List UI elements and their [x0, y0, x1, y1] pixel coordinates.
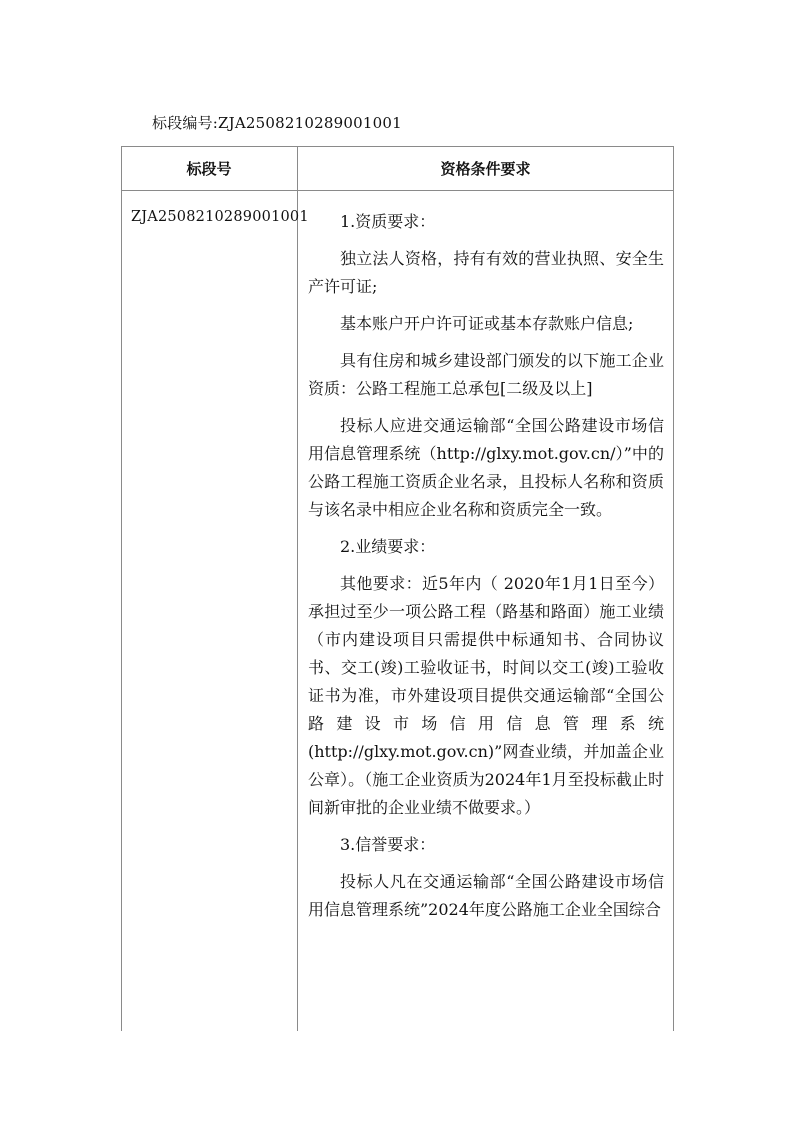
req-paragraph: 具有住房和城乡建设部门颁发的以下施工企业资质：公路工程施工总承包[二级及以上] [308, 351, 664, 398]
table-column-divider [297, 146, 298, 1031]
req-paragraph: 其他要求：近5年内（ 2020年1月1日至今）承担过至少一项公路工程（路基和路面）施工业绩（市内建设项目只需提供中标通知书、合同协议书、交工(竣)工验收证书，时间以交工(竣)工验收证书为准，市外建设项目提供交通运输部“全国公路建设市场信用信息管理系统(http://glxy.mot.gov.cn)”网查业绩，并加盖企业公章）。（施工企业资质为2024年1月至投标截止时间新审批的企业业绩不做要求。） [308, 574, 664, 817]
req-paragraph: 基本账户开户许可证或基本存款账户信息; [340, 314, 634, 333]
section-number-label: 标段编号:ZJA2508210289001001 [152, 114, 402, 132]
req-paragraph: 3.信誉要求： [340, 835, 436, 854]
table-header-divider [121, 190, 674, 191]
req-paragraph: 1.资质要求： [340, 212, 436, 231]
req-paragraph: 投标人应进交通运输部“全国公路建设市场信用信息管理系统（http://glxy.mot.gov.cn/）”中的公路工程施工资质企业名录，且投标人名称和资质与该名录中相应企业名称和资质完全一致。 [308, 416, 664, 519]
header-section-no: 标段号 [186, 159, 232, 178]
header-requirements: 资格条件要求 [440, 159, 531, 178]
table-border-left [121, 146, 122, 1031]
req-paragraph: 投标人凡在交通运输部“全国公路建设市场信用信息管理系统”2024年度公路施工企业全国综合 [308, 872, 664, 919]
qualification-table [121, 146, 674, 1031]
table-border-right [673, 146, 674, 1031]
req-paragraph: 独立法人资格，持有有效的营业执照、安全生产许可证; [308, 249, 664, 296]
req-paragraph: 2.业绩要求： [340, 537, 436, 556]
requirements-list [308, 208, 664, 924]
row-section-no: ZJA2508210289001001 [131, 209, 309, 225]
